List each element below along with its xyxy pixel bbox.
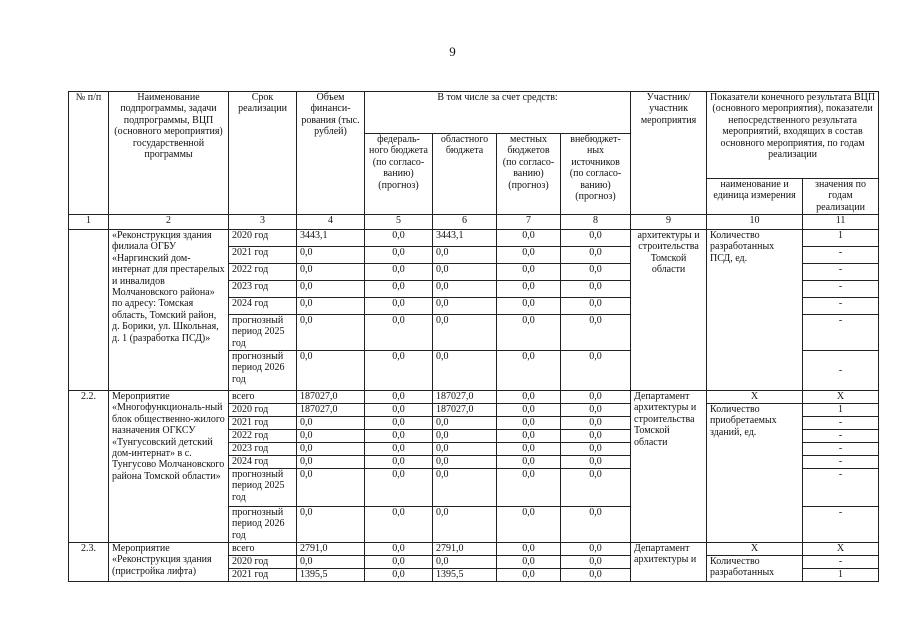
regional-cell: 0,0 <box>433 430 497 443</box>
regional-cell: 1395,5 <box>433 569 497 582</box>
indicator-value-cell: - <box>803 315 879 351</box>
total-cell: 0,0 <box>297 247 365 264</box>
header-number: № п/п <box>69 92 109 215</box>
column-number: 7 <box>497 215 561 230</box>
period-cell: прогнозный период 2025 год <box>229 469 297 507</box>
header-period: Срок реализации <box>229 92 297 215</box>
total-cell: 0,0 <box>297 430 365 443</box>
local-cell: 0,0 <box>497 456 561 469</box>
extrabudget-cell: 0,0 <box>561 298 631 315</box>
extrabudget-cell: 0,0 <box>561 543 631 556</box>
total-cell: 0,0 <box>297 443 365 456</box>
federal-cell: 0,0 <box>365 456 433 469</box>
period-cell: 2023 год <box>229 443 297 456</box>
local-cell: 0,0 <box>497 543 561 556</box>
total-cell: 0,0 <box>297 456 365 469</box>
table-row <box>69 230 879 247</box>
total-cell: 187027,0 <box>297 404 365 417</box>
period-cell: 2022 год <box>229 430 297 443</box>
regional-cell: 187027,0 <box>433 404 497 417</box>
participant-cell: Департамент архитектуры и <box>631 543 707 582</box>
indicator-value-cell: - <box>803 281 879 298</box>
extrabudget-cell: 0,0 <box>561 417 631 430</box>
table-row <box>69 391 879 404</box>
indicator-value-cell: - <box>803 417 879 430</box>
federal-cell: 0,0 <box>365 404 433 417</box>
total-cell: 0,0 <box>297 281 365 298</box>
federal-cell: 0,0 <box>365 281 433 298</box>
column-numbers-row <box>69 215 879 230</box>
indicator-value-cell: - <box>803 430 879 443</box>
federal-cell: 0,0 <box>365 315 433 351</box>
extrabudget-cell: 0,0 <box>561 391 631 404</box>
total-cell: 0,0 <box>297 315 365 351</box>
local-cell: 0,0 <box>497 569 561 582</box>
period-cell: 2020 год <box>229 404 297 417</box>
extrabudget-cell: 0,0 <box>561 469 631 507</box>
indicator-value-cell: - <box>803 264 879 281</box>
header-volume: Объем финанси-рования (тыс. рублей) <box>297 92 365 215</box>
regional-cell: 0,0 <box>433 264 497 281</box>
total-cell: 0,0 <box>297 351 365 391</box>
local-cell: 0,0 <box>497 507 561 543</box>
federal-cell: 0,0 <box>365 298 433 315</box>
regional-cell: 0,0 <box>433 298 497 315</box>
column-number: 5 <box>365 215 433 230</box>
regional-cell: 0,0 <box>433 507 497 543</box>
measure-name: Мероприятие «Многофункциональ-ный блок общественно-жилого назначения ОГКСУ «Тунгусовский детский дом-интернат» в с. Тунгусово Молчановского района Томской области» <box>109 391 229 543</box>
indicator-value-cell: - <box>803 456 879 469</box>
extrabudget-cell: 0,0 <box>561 443 631 456</box>
federal-cell: 0,0 <box>365 351 433 391</box>
total-cell: 1395,5 <box>297 569 365 582</box>
regional-cell: 0,0 <box>433 281 497 298</box>
regional-cell: 0,0 <box>433 247 497 264</box>
extrabudget-cell: 0,0 <box>561 430 631 443</box>
extrabudget-cell: 0,0 <box>561 351 631 391</box>
indicator-value-cell: - <box>803 351 879 391</box>
total-cell: 0,0 <box>297 469 365 507</box>
indicator-value-cell: X <box>803 543 879 556</box>
column-number: 10 <box>707 215 803 230</box>
total-cell: 0,0 <box>297 298 365 315</box>
federal-cell: 0,0 <box>365 443 433 456</box>
period-cell: всего <box>229 543 297 556</box>
participant-cell: архитектуры и строительства Томской области <box>631 230 707 391</box>
local-cell: 0,0 <box>497 281 561 298</box>
period-cell: 2021 год <box>229 247 297 264</box>
indicator-value-cell: - <box>803 298 879 315</box>
period-cell: 2023 год <box>229 281 297 298</box>
period-cell: 2020 год <box>229 556 297 569</box>
regional-cell: 0,0 <box>433 351 497 391</box>
local-cell: 0,0 <box>497 556 561 569</box>
indicator-value-cell: - <box>803 469 879 507</box>
local-cell: 0,0 <box>497 351 561 391</box>
page-number: 9 <box>449 44 456 59</box>
column-number: 6 <box>433 215 497 230</box>
local-cell: 0,0 <box>497 264 561 281</box>
total-cell: 3443,1 <box>297 230 365 247</box>
local-cell: 0,0 <box>497 247 561 264</box>
federal-cell: 0,0 <box>365 230 433 247</box>
indicator-name-cell: Количество разработанных ПСД, ед. <box>707 230 803 391</box>
indicator-name-cell: X <box>707 543 803 556</box>
indicator-name-cell: Количество приобретаемых зданий, ед. <box>707 404 803 543</box>
indicator-name-cell: Количество разработанных <box>707 556 803 582</box>
column-number: 2 <box>109 215 229 230</box>
extrabudget-cell: 0,0 <box>561 281 631 298</box>
header-indicator-values: значения по годам реализации <box>803 179 879 215</box>
regional-cell: 0,0 <box>433 315 497 351</box>
extrabudget-cell: 0,0 <box>561 507 631 543</box>
total-cell: 187027,0 <box>297 391 365 404</box>
column-number: 11 <box>803 215 879 230</box>
federal-cell: 0,0 <box>365 391 433 404</box>
header-name: Наименование подпрограммы, задачи подпрограммы, ВЦП (основного мероприятия) государственной программы <box>109 92 229 215</box>
table-row <box>69 543 879 556</box>
federal-cell: 0,0 <box>365 569 433 582</box>
participant-cell: Департамент архитектуры и строительства Томской области <box>631 391 707 543</box>
measure-name: Мероприятие «Реконструкция здания (пристройка лифта) <box>109 543 229 582</box>
header-indicator-name: наименование и единица измерения <box>707 179 803 215</box>
federal-cell: 0,0 <box>365 507 433 543</box>
row-number: 2.3. <box>69 543 109 582</box>
total-cell: 2791,0 <box>297 543 365 556</box>
local-cell: 0,0 <box>497 469 561 507</box>
indicator-value-cell: - <box>803 507 879 543</box>
federal-cell: 0,0 <box>365 264 433 281</box>
indicator-value-cell: 1 <box>803 569 879 582</box>
column-number: 8 <box>561 215 631 230</box>
budget-table <box>68 91 879 582</box>
column-number: 1 <box>69 215 109 230</box>
federal-cell: 0,0 <box>365 417 433 430</box>
local-cell: 0,0 <box>497 391 561 404</box>
period-cell: прогнозный период 2026 год <box>229 351 297 391</box>
local-cell: 0,0 <box>497 430 561 443</box>
period-cell: прогнозный период 2026 год <box>229 507 297 543</box>
extrabudget-cell: 0,0 <box>561 247 631 264</box>
local-cell: 0,0 <box>497 443 561 456</box>
header-extrabudget: внебюджет-ных источников (по согласо-ванию) (прогноз) <box>561 134 631 215</box>
regional-cell: 0,0 <box>433 417 497 430</box>
federal-cell: 0,0 <box>365 556 433 569</box>
regional-cell: 0,0 <box>433 443 497 456</box>
column-number: 4 <box>297 215 365 230</box>
row-number <box>69 230 109 391</box>
header-indicators: Показатели конечного результата ВЦП (основного мероприятия), показатели непосредственного результата мероприятий, входящих в состав основного мероприятия, по годам реализации <box>707 92 879 179</box>
indicator-value-cell: X <box>803 391 879 404</box>
measure-name: «Реконструкция здания филиала ОГБУ «Наргинский дом-интернат для престарелых и инвалидов Молчановского района» по адресу: Томская область, Томский район, д. Борики, ул. Школьная, д. 1 (разработка ПСД)» <box>109 230 229 391</box>
extrabudget-cell: 0,0 <box>561 456 631 469</box>
local-cell: 0,0 <box>497 315 561 351</box>
regional-cell: 0,0 <box>433 556 497 569</box>
regional-cell: 0,0 <box>433 456 497 469</box>
period-cell: 2024 год <box>229 298 297 315</box>
indicator-value-cell: - <box>803 247 879 264</box>
indicator-value-cell: - <box>803 443 879 456</box>
indicator-name-cell: X <box>707 391 803 404</box>
local-cell: 0,0 <box>497 298 561 315</box>
local-cell: 0,0 <box>497 230 561 247</box>
header-sources: В том числе за счет средств: <box>365 92 631 134</box>
period-cell: всего <box>229 391 297 404</box>
period-cell: 2022 год <box>229 264 297 281</box>
period-cell: 2020 год <box>229 230 297 247</box>
total-cell: 0,0 <box>297 264 365 281</box>
column-number: 9 <box>631 215 707 230</box>
indicator-value-cell: - <box>803 556 879 569</box>
header-federal: федераль-ного бюджета (по согласо-ванию) (прогноз) <box>365 134 433 215</box>
regional-cell: 2791,0 <box>433 543 497 556</box>
indicator-value-cell: 1 <box>803 404 879 417</box>
regional-cell: 3443,1 <box>433 230 497 247</box>
row-number: 2.2. <box>69 391 109 543</box>
local-cell: 0,0 <box>497 417 561 430</box>
total-cell: 0,0 <box>297 556 365 569</box>
period-cell: 2024 год <box>229 456 297 469</box>
total-cell: 0,0 <box>297 417 365 430</box>
extrabudget-cell: 0,0 <box>561 264 631 281</box>
extrabudget-cell: 0,0 <box>561 230 631 247</box>
total-cell: 0,0 <box>297 507 365 543</box>
federal-cell: 0,0 <box>365 430 433 443</box>
period-cell: 2021 год <box>229 569 297 582</box>
federal-cell: 0,0 <box>365 543 433 556</box>
regional-cell: 187027,0 <box>433 391 497 404</box>
indicator-value-cell: 1 <box>803 230 879 247</box>
header-participant: Участник/ участник мероприятия <box>631 92 707 215</box>
extrabudget-cell: 0,0 <box>561 569 631 582</box>
local-cell: 0,0 <box>497 404 561 417</box>
extrabudget-cell: 0,0 <box>561 315 631 351</box>
period-cell: 2021 год <box>229 417 297 430</box>
column-number: 3 <box>229 215 297 230</box>
federal-cell: 0,0 <box>365 469 433 507</box>
extrabudget-cell: 0,0 <box>561 556 631 569</box>
federal-cell: 0,0 <box>365 247 433 264</box>
header-local: местных бюджетов (по согласо-ванию) (прогноз) <box>497 134 561 215</box>
period-cell: прогнозный период 2025 год <box>229 315 297 351</box>
header-regional: областного бюджета <box>433 134 497 215</box>
regional-cell: 0,0 <box>433 469 497 507</box>
extrabudget-cell: 0,0 <box>561 404 631 417</box>
